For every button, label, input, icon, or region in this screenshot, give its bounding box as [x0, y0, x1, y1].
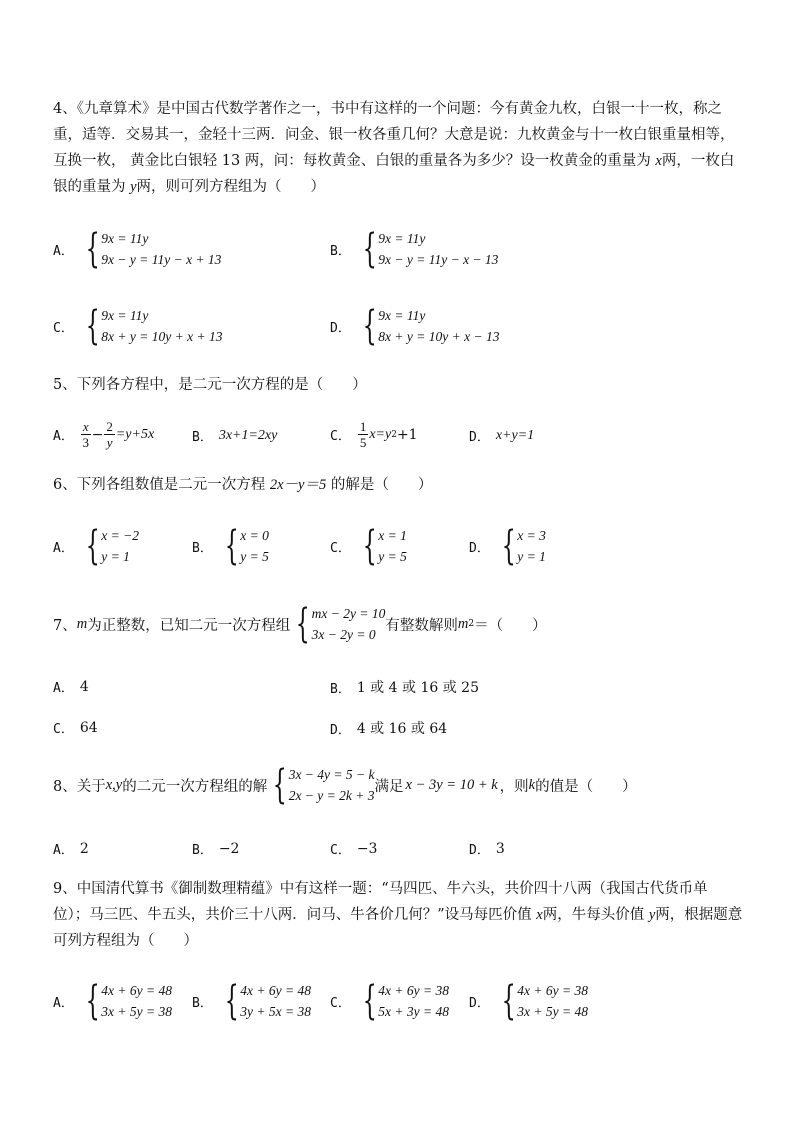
q6-option-c[interactable] — [330, 525, 407, 567]
q4-option-c[interactable] — [53, 305, 222, 347]
option-label: D． — [469, 430, 490, 445]
option-label: A． — [53, 429, 74, 444]
option-label: C． — [330, 843, 351, 858]
option-label: D． — [469, 540, 490, 556]
option-label: B． — [192, 995, 213, 1011]
q5-option-b[interactable] — [192, 426, 277, 445]
equation-system: { 9x = 11y 8x + y = 10y + x − 13 — [362, 303, 500, 349]
equation-system: { 9x = 11y 8x + y = 10y + x + 13 — [85, 303, 223, 349]
option-label: A． — [53, 843, 74, 858]
q7-option-d[interactable] — [330, 718, 447, 738]
exponent: 2 — [468, 619, 475, 629]
fraction: $\frac{2}{y}$ — [106, 419, 113, 450]
minus-sign: − — [91, 426, 104, 443]
option-label: D． — [330, 722, 351, 738]
q9-option-b[interactable] — [192, 980, 311, 1022]
q5-option-d[interactable] — [469, 426, 534, 445]
equation-system: { mx − 2y = 10 3x − 2y = 0 — [295, 601, 386, 647]
option-text: −2 — [218, 840, 240, 857]
option-label: D． — [330, 320, 351, 336]
option-label: D． — [469, 995, 490, 1011]
option-text: 4 或 16 或 64 — [356, 721, 448, 737]
question-8-mid: 的二元一次方程组的解 — [122, 778, 268, 795]
option-label: A． — [53, 995, 74, 1011]
option-text: 4 — [79, 678, 89, 695]
question-6 — [53, 472, 743, 498]
question-4-mid: 两，一枚白银的重量为 — [53, 153, 735, 195]
question-8-text: 8、关于 — [53, 778, 106, 795]
question-4-tail: 两，则可列方程组为（ ） — [136, 179, 326, 195]
variable-y: y — [130, 179, 137, 195]
option-label: C． — [53, 722, 74, 737]
option-label: C． — [330, 540, 351, 556]
option-label: D． — [469, 843, 490, 858]
option-label: C． — [330, 429, 351, 444]
expression: 3x+1=2xy — [218, 427, 278, 443]
q8-option-a[interactable] — [53, 839, 89, 858]
equation-system: { x = −2 y = 1 — [85, 523, 139, 569]
q7-option-c[interactable] — [53, 718, 98, 737]
question-9-tail: 两，根据题意可列方程组为（ ） — [53, 907, 743, 949]
expression: x+y=1 — [495, 427, 535, 443]
expression: x=y — [369, 426, 392, 442]
variable-k: k — [528, 776, 536, 793]
question-7-tail: 有整数解则 — [385, 617, 458, 634]
q8-option-d[interactable] — [469, 839, 505, 858]
variable-y: y — [648, 907, 656, 923]
variable-x: x — [655, 153, 662, 169]
q5-option-c[interactable] — [330, 419, 418, 450]
q8-option-b[interactable] — [192, 839, 239, 858]
equation-system: { 4x + 6y = 38 3x + 5y = 48 — [501, 978, 588, 1024]
option-label: C． — [330, 995, 351, 1011]
question-5 — [53, 372, 743, 398]
question-7-number: 7、 — [53, 617, 77, 634]
option-label: B． — [192, 430, 213, 445]
exponent: 2 — [391, 429, 397, 440]
q6-option-d[interactable] — [469, 525, 546, 567]
option-label: B． — [192, 540, 213, 556]
expression: =y+5x — [115, 426, 155, 442]
question-5-text: 5、下列各方程中，是二元一次方程的是（ ） — [53, 377, 367, 393]
q8-option-c[interactable] — [330, 839, 377, 858]
question-8-tail-pre: ，则 — [499, 778, 529, 795]
equation-system: { x = 3 y = 1 — [501, 523, 546, 569]
variables: x,y — [105, 776, 123, 793]
option-label: C． — [53, 320, 74, 336]
option-label: A． — [53, 681, 74, 696]
equation-system: { x = 0 y = 5 — [224, 523, 269, 569]
question-8 — [53, 764, 637, 806]
expression-tail: +1 — [396, 426, 418, 443]
equation-system: { 4x + 6y = 48 3y + 5x = 38 — [224, 978, 311, 1024]
question-9-mid: 两，牛每头价值 — [542, 907, 645, 923]
q5-option-a[interactable] — [53, 419, 154, 450]
option-label: B． — [330, 681, 351, 697]
question-4 — [53, 96, 743, 200]
question-6-tail: 的解是（ ） — [330, 477, 433, 493]
q4-option-b[interactable] — [330, 228, 498, 270]
equation-system: { 9x = 11y 9x − y = 11y − x + 13 — [85, 226, 222, 272]
q6-option-b[interactable] — [192, 525, 269, 567]
equation-system: { 4x + 6y = 48 3x + 5y = 38 — [85, 978, 172, 1024]
option-label: A． — [53, 540, 74, 556]
q6-option-a[interactable] — [53, 525, 139, 567]
option-text: 2 — [79, 840, 89, 857]
q4-option-d[interactable] — [330, 305, 499, 347]
question-7-end: ＝（ ） — [474, 617, 547, 634]
equation-system: { 3x − 4y = 5 − k 2x − y = 2k + 3 — [272, 762, 375, 808]
q9-option-d[interactable] — [469, 980, 588, 1022]
variable-m: m — [457, 615, 469, 632]
q7-option-b[interactable] — [330, 677, 479, 697]
equation: 2x－y＝5 — [269, 477, 327, 493]
fraction: $\frac{x}{3}$ — [82, 419, 89, 450]
question-8-mid2: 满足 — [374, 778, 404, 795]
option-label: B． — [330, 243, 351, 259]
option-text: 3 — [495, 840, 505, 857]
q9-option-a[interactable] — [53, 980, 172, 1022]
option-text: −3 — [356, 840, 378, 857]
question-4-text: 4、《九章算术》是中国古代数学著作之一，书中有这样的一个问题：今有黄金九枚，白银一十一枚，称之重，适等．交易其一，金轻十三两．问金、银一枚各重几何？大意是说：九枚黄金与十一枚白银重量相等，互换一枚， 黄金比白银轻 13 两，问：每枚黄金、白银的重量各为多少？设一枚黄金的重量为 — [53, 101, 735, 169]
question-8-tail: 的值是（ ） — [535, 778, 637, 795]
variable-x: x — [536, 907, 543, 923]
question-7 — [53, 603, 547, 645]
condition-equation: x − 3y = 10 + k — [405, 776, 498, 793]
option-text: 64 — [79, 719, 98, 736]
q4-option-a[interactable] — [53, 228, 221, 270]
variable-m: m — [76, 615, 88, 632]
question-6-text: 6、下列各组数值是二元一次方程 — [53, 477, 266, 493]
question-9-text: 9、中国清代算书《御制数理精蕴》中有这样一题：“马四匹、牛六头，共价四十八两（我国古代货币单位）；马三匹、牛五头，共价三十八两．问马、牛各价几何？”设马每匹价值 — [53, 881, 708, 923]
q7-option-a[interactable] — [53, 677, 89, 696]
fraction: $\frac{1}{5}$ — [359, 419, 367, 450]
question-9 — [53, 876, 743, 954]
equation-system: { x = 1 y = 5 — [362, 523, 407, 569]
question-7-text: 为正整数，已知二元一次方程组 — [87, 617, 291, 634]
equation-system: { 4x + 6y = 38 5x + 3y = 48 — [362, 978, 449, 1024]
option-text: 1 或 4 或 16 或 25 — [356, 680, 479, 696]
option-label: A． — [53, 243, 74, 259]
q9-option-c[interactable] — [330, 980, 449, 1022]
equation-system: { 9x = 11y 9x − y = 11y − x − 13 — [362, 226, 499, 272]
option-label: B． — [192, 843, 213, 858]
